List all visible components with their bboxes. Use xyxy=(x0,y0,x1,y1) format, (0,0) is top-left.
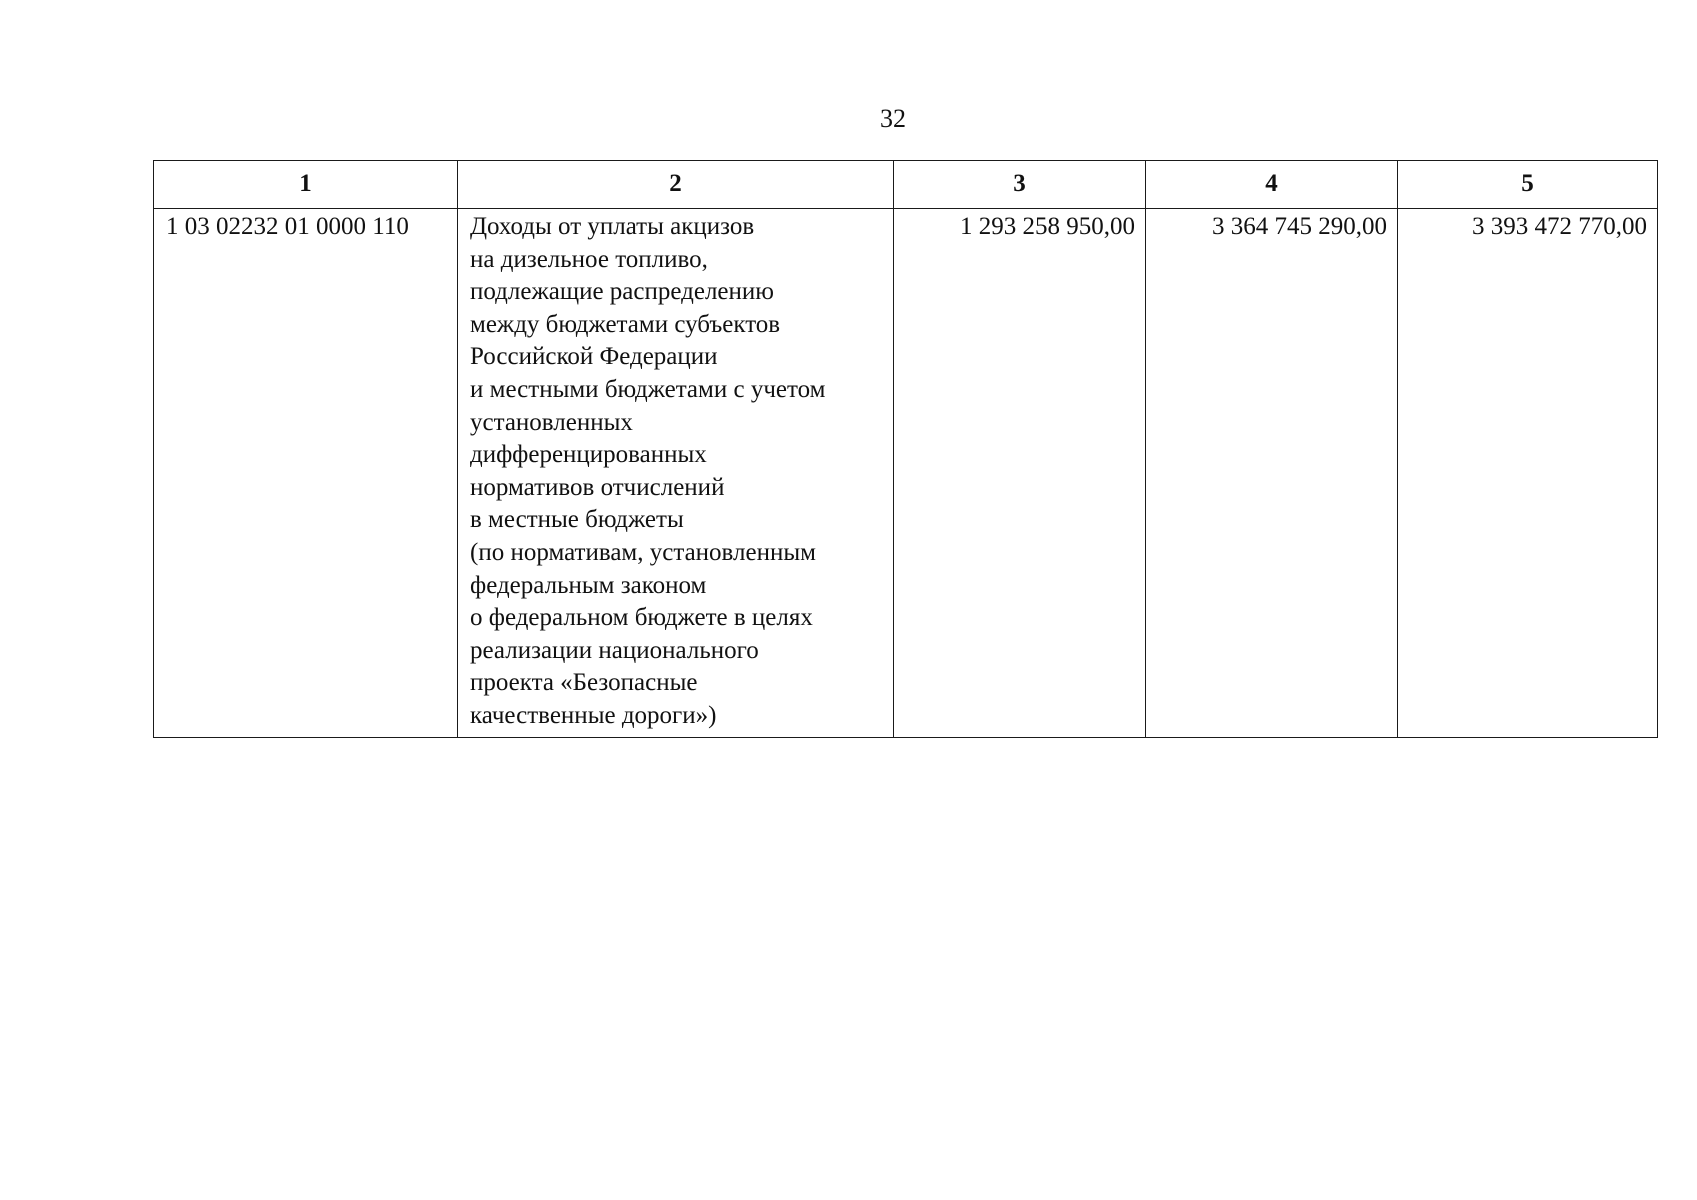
column-header-3: 3 xyxy=(894,161,1146,209)
description-line: в местные бюджеты xyxy=(470,506,684,534)
amount-column-5: 3 393 472 770,00 xyxy=(1398,209,1658,738)
table-row xyxy=(154,209,1658,738)
income-description xyxy=(458,209,894,738)
table-header-row xyxy=(154,161,1658,209)
description-line: федеральным законом xyxy=(470,571,707,599)
description-line: и местными бюджетами с учетом xyxy=(470,375,826,403)
budget-income-table xyxy=(153,160,1658,738)
description-line: на дизельное топливо, xyxy=(470,245,708,273)
column-header-2: 2 xyxy=(458,161,894,209)
budget-classification-code: 1 03 02232 01 0000 110 xyxy=(154,209,458,738)
description-line: нормативов отчислений xyxy=(470,473,725,501)
column-header-5: 5 xyxy=(1398,161,1658,209)
description-line: проекта «Безопасные xyxy=(470,669,698,697)
page-number: 32 xyxy=(880,104,906,133)
description-line: Доходы от уплаты акцизов xyxy=(470,213,755,240)
description-line: дифференцированных xyxy=(470,441,707,469)
description-line: установленных xyxy=(470,408,633,436)
description-line: качественные дороги») xyxy=(470,701,717,729)
column-header-4: 4 xyxy=(1146,161,1398,209)
description-line: подлежащие распределению xyxy=(470,278,774,306)
amount-column-4: 3 364 745 290,00 xyxy=(1146,209,1398,738)
description-line: о федеральном бюджете в целях xyxy=(470,604,813,632)
description-line: (по нормативам, установленным xyxy=(470,538,816,566)
description-line: Российской Федерации xyxy=(470,343,718,371)
description-line: реализации национального xyxy=(470,636,759,664)
amount-column-3: 1 293 258 950,00 xyxy=(894,209,1146,738)
description-line: между бюджетами субъектов xyxy=(470,310,781,338)
column-header-1: 1 xyxy=(154,161,458,209)
